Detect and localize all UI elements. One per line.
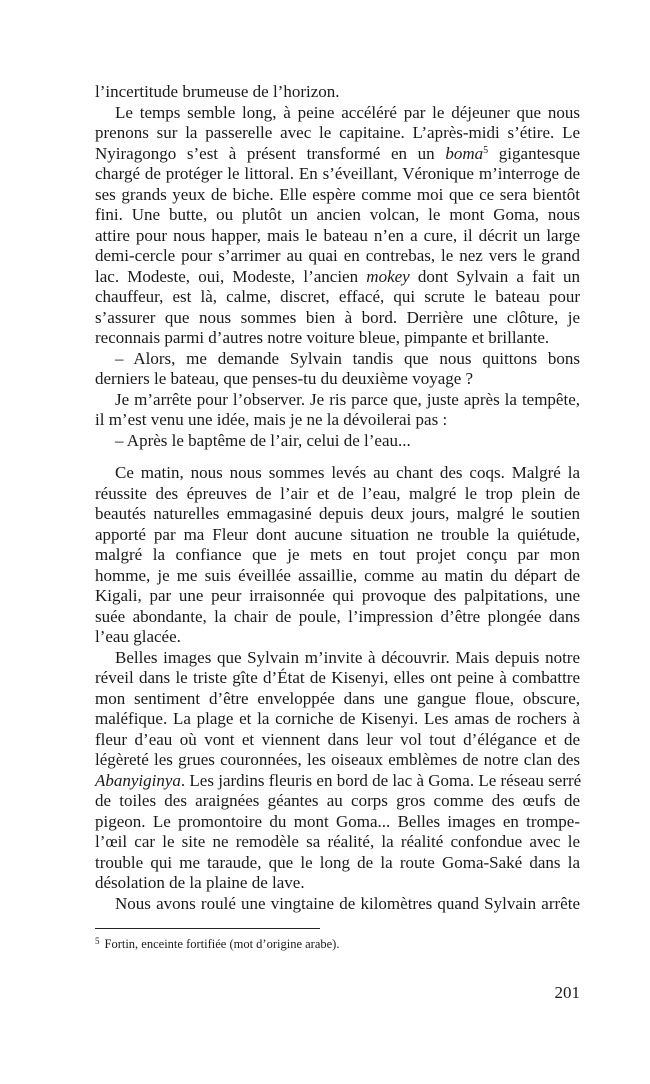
text-line — [95, 123, 580, 144]
footnote-separator — [95, 928, 320, 929]
text-run: chargé de protéger le littoral. En s’éveillant, Véronique m’interroge de — [95, 164, 580, 183]
text-run: réveil dans le triste gîte d’État de Kisenyi, elles ont peine à combattre — [95, 668, 580, 687]
text-run: l’œil car le site ne remodèle sa réalité, la réalité confondue avec le — [95, 832, 580, 851]
page-number: 201 — [554, 983, 580, 1002]
text-run: Belles images que Sylvain m’invite à découvrir. Mais depuis notre — [115, 647, 580, 667]
italic-term: Abanyiginya — [95, 770, 181, 790]
text-line — [95, 525, 580, 546]
paragraph — [95, 894, 580, 915]
text-run: – Après le baptême de l’air, celui de l’eau... — [115, 430, 411, 450]
text-run: l’eau glacée. — [95, 627, 181, 646]
text-run: fleur d’eau où vont et viennent dans leur vol tout d’élégance et de — [95, 729, 580, 749]
text-line — [95, 832, 580, 853]
text-line — [95, 410, 580, 431]
text-run: prenons sur la passerelle avec le capitaine. L’après-midi s’étire. Le — [95, 123, 580, 142]
text-run: s’assurer que nous sommes bien à bord. Derrière une clôture, je — [95, 307, 580, 327]
text-line — [95, 586, 580, 607]
text-line — [95, 648, 580, 669]
text-run: derniers le bateau, que penses-tu du deuxième voyage ? — [95, 369, 474, 388]
text-run: désolation de la plaine de lave. — [95, 873, 305, 892]
footnote-number: 5 — [95, 936, 100, 946]
text-line — [95, 267, 580, 288]
text-run: chauffeur, est là, calme, discret, effacé, qui scrute le bateau pour — [95, 287, 580, 306]
text-run: Nous avons roulé une vingtaine de kilomètres quand Sylvain arrête — [115, 893, 580, 913]
text-line — [95, 504, 580, 525]
text-line — [95, 308, 580, 329]
text-line — [95, 226, 580, 247]
text-line — [95, 103, 580, 124]
footnote — [95, 937, 339, 952]
text-line — [95, 349, 580, 370]
footnote-text: Fortin, enceinte fortifiée (mot d’origine arabe). — [104, 937, 340, 951]
text-line — [95, 484, 580, 505]
text-line — [95, 390, 580, 411]
text-line — [95, 205, 580, 226]
paragraph — [95, 349, 580, 390]
text-run: reconnais parmi d’autres notre voiture bleue, pimpante et brillante. — [95, 328, 550, 347]
text-run: gigantesque — [488, 143, 581, 163]
footnote-ref: 5 — [483, 144, 489, 156]
text-line — [95, 246, 580, 267]
text-line — [95, 144, 580, 165]
text-run: – Alors, me demande Sylvain tandis que nous quittons bons — [115, 348, 580, 368]
body-text — [95, 82, 580, 914]
text-run: réussite des épreuves de l’air et de l’eau, malgré le trop plein de — [95, 483, 580, 503]
paragraph — [95, 463, 580, 648]
text-run: il m’est venu une idée, mais je ne la dévoilerai pas : — [95, 410, 448, 429]
text-line — [95, 812, 580, 833]
text-line — [95, 287, 580, 308]
text-run: demi-cercle pour s’arrimer au quai en contrebas, le nez vers le grand — [95, 246, 580, 265]
text-line — [95, 431, 580, 452]
text-run: dont Sylvain a fait un — [409, 266, 581, 286]
text-run: maléfique. La plage et la corniche de Kisenyi. Les amas de rochers à — [95, 709, 580, 728]
text-line — [95, 463, 580, 484]
text-line — [95, 730, 580, 751]
text-run: Nyiragongo s’est à présent transformé en un — [95, 143, 446, 163]
text-run: trouble qui me taraude, que le long de la route Goma-Saké dans la — [95, 852, 580, 872]
text-line — [95, 369, 580, 390]
text-line — [95, 791, 580, 812]
text-line — [95, 853, 580, 874]
text-run: mon sentiment d’être enveloppée dans une gangue floue, obscure, — [95, 688, 580, 708]
paragraph — [95, 431, 580, 452]
italic-term: boma — [445, 143, 484, 163]
text-line — [95, 82, 580, 103]
text-run: apporté par ma Fleur dont aucune situation ne trouble la quiétude, — [95, 524, 580, 544]
text-line — [95, 894, 580, 915]
text-run: légèreté les grues couronnées, les oiseaux emblèmes de notre clan des — [95, 750, 580, 769]
text-line — [95, 873, 580, 894]
text-run: homme, je me suis éveillée assaillie, comme au matin du départ de — [95, 565, 580, 585]
paragraph — [95, 390, 580, 431]
text-line — [95, 566, 580, 587]
text-run: attire pour nous happer, mais le bateau n’en a cure, il décrit un large — [95, 225, 580, 245]
text-line — [95, 164, 580, 185]
text-run: ses grands yeux de biche. Elle espère comme moi que ce sera bientôt — [95, 184, 580, 204]
text-run: Le temps semble long, à peine accéléré par le déjeuner que nous — [115, 102, 580, 122]
text-line — [95, 771, 580, 792]
text-run: Kigali, par une peur irraisonnée qui provoque des palpitations, une — [95, 586, 580, 605]
text-line — [95, 607, 580, 628]
paragraph — [95, 82, 580, 103]
text-line — [95, 709, 580, 730]
text-run: Je m’arrête pour l’observer. Je ris parce que, juste après la tempête, — [115, 389, 580, 409]
text-run: fini. Une butte, ou plutôt un ancien volcan, le mont Goma, nous — [95, 205, 580, 224]
text-line — [95, 545, 580, 566]
italic-term: mokey — [366, 266, 410, 286]
text-run: beautés naturelles emmagasiné depuis deux jours, malgré le soutien — [95, 504, 580, 523]
section-break — [95, 451, 580, 463]
text-line — [95, 689, 580, 710]
text-run: . Les jardins fleuris en bord de lac à Goma. Le réseau serré — [180, 770, 582, 790]
text-run: de toiles des araignées géantes au corps gros comme des œufs de — [95, 791, 580, 810]
paragraph — [95, 103, 580, 349]
text-line — [95, 668, 580, 689]
paragraph — [95, 648, 580, 894]
text-line — [95, 185, 580, 206]
text-run: suée abondante, la chair de poule, l’impression d’être plongée dans — [95, 606, 580, 626]
text-run: pigeon. Le promontoire du mont Goma... Belles images en trompe- — [95, 811, 580, 831]
text-line — [95, 328, 580, 349]
text-line — [95, 750, 580, 771]
text-run: l’incertitude brumeuse de l’horizon. — [95, 82, 340, 101]
text-run: malgré la confiance que je mets en tout projet conçu par mon — [95, 545, 580, 564]
text-line — [95, 627, 580, 648]
text-run: Ce matin, nous nous sommes levés au chant des coqs. Malgré la — [115, 463, 580, 482]
text-run: lac. Modeste, oui, Modeste, l’ancien — [95, 266, 367, 286]
